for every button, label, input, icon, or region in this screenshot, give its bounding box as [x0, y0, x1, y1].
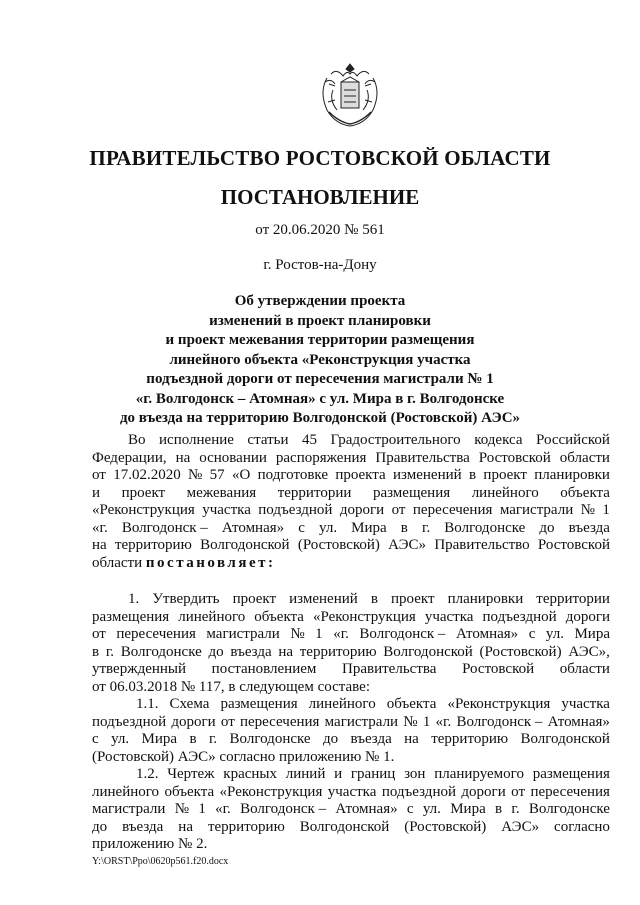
word: утвержденный: [92, 661, 187, 677]
word: (Ростовской): [404, 818, 487, 835]
word: изменений: [393, 467, 462, 483]
word: подготовке: [257, 467, 328, 483]
word: планировки: [447, 591, 524, 607]
word: 57: [209, 467, 225, 483]
title-line: изменений в проект планировки: [209, 312, 431, 329]
word: линейного: [178, 608, 246, 625]
word: линейного: [308, 696, 376, 712]
word: Схема: [169, 696, 210, 712]
word: в: [370, 591, 378, 607]
text-line: [92, 801, 610, 819]
word: Мира: [141, 731, 178, 747]
word: планировки: [534, 467, 610, 483]
word: на: [178, 818, 193, 835]
coat-of-arms-icon: [315, 60, 385, 130]
word: Утвердить: [152, 591, 220, 607]
word: 1.2.: [136, 766, 159, 782]
word: «г.: [435, 713, 452, 730]
word: дороги: [565, 608, 610, 625]
word: в: [400, 519, 408, 536]
word: Правительства: [342, 661, 437, 677]
file-path: Y:\ORST\Ppo\0620p561.f20.docx: [92, 856, 229, 867]
word: Правительство: [434, 537, 530, 553]
word: с: [406, 801, 414, 817]
word: пересечения: [412, 502, 493, 518]
word: Атомная»: [547, 713, 610, 730]
word: с: [298, 519, 305, 536]
word: границ: [350, 766, 396, 782]
word: 1.: [128, 591, 140, 607]
word: г.: [208, 731, 218, 747]
word: (Ростовской): [479, 643, 562, 660]
word: «Реконструкция: [92, 502, 195, 518]
word: исполнение: [159, 432, 234, 448]
word: дороги: [339, 502, 385, 518]
word: от: [92, 467, 106, 483]
word: Волгодонской: [520, 731, 610, 747]
word: Волгодонской: [383, 643, 473, 660]
text-line: [92, 520, 610, 538]
word: Волгодонске: [229, 731, 311, 747]
word: межевания: [186, 484, 257, 501]
text-line: [92, 696, 610, 714]
word: до: [322, 731, 339, 747]
word: пересечения: [116, 626, 196, 642]
word: на: [92, 537, 107, 553]
word: распоряжения: [275, 449, 367, 466]
word: Волгодонск –: [121, 519, 208, 536]
word: Волгодонск –: [456, 713, 543, 730]
item-1-1-last-line: (Ростовской) АЭС» согласно приложению № 1.: [92, 748, 395, 765]
text-line: [92, 819, 610, 837]
word: дороги: [171, 713, 216, 730]
word: в: [92, 643, 100, 660]
text-line: [92, 661, 610, 679]
word: подъездной: [482, 608, 557, 625]
text-line: [92, 467, 610, 485]
word: «Реконструкция: [219, 783, 323, 800]
word: Градостроительного: [330, 432, 461, 448]
word: АЭС»: [501, 818, 540, 835]
word: №: [290, 626, 305, 642]
word: от: [511, 783, 526, 800]
word: области: [559, 449, 610, 466]
word: 1: [422, 713, 431, 730]
word: от: [220, 713, 235, 730]
word: Мира: [450, 801, 486, 817]
resolves-word: постановляет:: [145, 554, 276, 571]
word: пересечения: [239, 713, 320, 730]
word: Волгодонск –: [240, 801, 327, 817]
word: Волгодонске: [528, 801, 610, 817]
word: статьи: [247, 432, 289, 448]
word: «г.: [92, 519, 108, 536]
word: 1: [315, 626, 323, 642]
text-line: [92, 485, 610, 503]
word: объекта: [254, 608, 304, 625]
word: «Реконструкция: [312, 608, 416, 625]
word: ул.: [111, 731, 130, 747]
item-1-last-line: от 06.03.2018 № 117, в следующем составе:: [92, 678, 370, 695]
item-1-paragraph: [92, 591, 610, 696]
text-line: [92, 609, 610, 627]
word: территорию: [207, 818, 285, 835]
word: на: [278, 643, 294, 660]
word: 17.02.2020: [113, 467, 181, 483]
title-line: подъездной дороги от пересечения магистрали № 1: [146, 371, 494, 387]
word: основании: [199, 449, 267, 466]
word: №: [403, 713, 418, 730]
word: в: [469, 467, 477, 483]
title-line: и проект межевания территории размещения: [165, 332, 475, 348]
text-line: [92, 644, 610, 662]
word: въезда: [230, 643, 272, 660]
word: проекта: [335, 467, 386, 483]
word: 1.1.: [136, 696, 159, 712]
word: участка: [424, 608, 474, 625]
word: Атомная»: [455, 626, 519, 642]
word: (Ростовской): [297, 537, 380, 553]
word: с: [92, 731, 99, 747]
word: г.: [511, 801, 520, 817]
item-1-2-last-line: приложению № 2.: [92, 836, 208, 852]
text-line: [92, 450, 610, 468]
word: 1: [602, 502, 610, 518]
text-line: [92, 537, 610, 555]
word: линий: [285, 766, 326, 782]
word: «О: [231, 467, 251, 483]
word: подъездной: [92, 713, 167, 730]
word: ул.: [422, 801, 441, 817]
word: г.: [105, 643, 115, 660]
word: въезда: [568, 519, 610, 536]
word: участка: [561, 696, 610, 712]
word: области: [559, 661, 610, 677]
word: и: [92, 484, 101, 501]
text-line: [92, 432, 610, 450]
date-number: от 20.06.2020 № 561: [255, 222, 385, 238]
word: размещения: [92, 608, 170, 625]
word: объекта: [560, 484, 610, 501]
word: въезда: [122, 818, 164, 835]
preamble-paragraph: [92, 432, 610, 572]
word: Волгодонске: [120, 643, 202, 660]
word: проект: [121, 484, 166, 501]
word: кодекса: [474, 432, 523, 448]
word: магистрали: [499, 502, 574, 518]
word: Чертеж: [167, 766, 215, 782]
word: АЭС»: [388, 537, 427, 553]
word: магистрали: [206, 626, 280, 642]
word: ул.: [319, 519, 338, 536]
document-type: ПОСТАНОВЛЕНИЕ: [220, 185, 420, 209]
word: 45: [302, 432, 318, 448]
word: участка: [202, 502, 251, 518]
word: изменений: [289, 591, 358, 607]
word: «г.: [333, 626, 349, 642]
word: с: [528, 626, 536, 642]
word: №: [580, 502, 595, 518]
title-line: линейного объекта «Реконструкция участка: [169, 351, 471, 368]
word: магистрали: [324, 713, 399, 730]
word: зон: [404, 766, 426, 782]
preamble-last-prefix: области: [92, 554, 143, 571]
word: №: [188, 467, 203, 483]
word: линейного: [92, 783, 160, 800]
text-line: [92, 714, 610, 732]
word: г.: [421, 519, 431, 536]
word: Атомная»: [221, 519, 285, 536]
title-line: «г. Волгодонск – Атомная» с ул. Мира в г. Волгодонске: [135, 390, 505, 407]
word: проект: [232, 591, 277, 607]
word: и: [334, 766, 343, 782]
document-title: [60, 292, 580, 429]
word: магистрали: [92, 801, 166, 817]
word: участка: [327, 783, 377, 800]
word: АЭС»,: [568, 643, 610, 660]
text-line: [92, 731, 610, 749]
word: №: [174, 801, 190, 817]
word: красных: [223, 766, 278, 782]
city: г. Ростов-на-Дону: [263, 257, 377, 273]
word: Волгодонск –: [359, 626, 446, 642]
word: территорию: [114, 537, 192, 553]
title-line: Об утверждении проекта: [234, 293, 406, 309]
word: постановлением: [211, 661, 317, 677]
text-line: [92, 766, 610, 784]
word: размещения: [220, 696, 298, 712]
word: дороги: [461, 783, 506, 800]
word: до: [539, 519, 555, 536]
word: объекта: [164, 783, 215, 800]
word: линейного: [471, 484, 539, 501]
word: проект: [391, 591, 435, 607]
government-name: ПРАВИТЕЛЬСТВО РОСТОВСКОЙ ОБЛАСТИ: [89, 146, 551, 170]
word: размещения: [372, 484, 451, 501]
word: Волгодонской: [200, 537, 290, 553]
word: проект: [483, 467, 527, 483]
text-line: [92, 502, 610, 520]
word: Во: [128, 432, 146, 448]
text-line: [92, 784, 610, 802]
word: на: [175, 449, 191, 466]
word: Ростовской: [478, 449, 551, 466]
word: от: [92, 626, 106, 642]
word: подъездной: [258, 502, 333, 518]
word: «г.: [215, 801, 231, 817]
word: «Реконструкция: [447, 696, 551, 712]
word: объекта: [386, 696, 437, 712]
word: 1: [198, 801, 206, 817]
word: Ростовской: [462, 661, 535, 677]
word: до: [208, 643, 224, 660]
text-line: [92, 626, 610, 644]
item-1-2-paragraph: [92, 766, 610, 854]
word: Волгодонской: [299, 818, 390, 835]
word: размещения: [532, 766, 610, 782]
item-1-1-paragraph: [92, 696, 610, 766]
word: до: [92, 818, 108, 835]
word: ул.: [545, 626, 564, 642]
word: территорию: [299, 643, 377, 660]
word: Волгодонске: [444, 519, 526, 536]
word: въезда: [350, 731, 392, 747]
word: от: [391, 502, 406, 518]
document-body: [92, 432, 610, 854]
word: Мира: [574, 626, 610, 642]
word: Российской: [535, 432, 610, 448]
word: Ростовской: [537, 537, 610, 553]
word: Мира: [351, 519, 387, 536]
word: в: [495, 801, 503, 817]
word: согласно: [554, 818, 610, 835]
title-line: до въезда на территорию Волгодонской (Ростовской) АЭС»: [119, 410, 521, 426]
word: территорию: [431, 731, 509, 747]
word: планируемого: [434, 766, 524, 782]
word: подъездной: [381, 783, 456, 800]
word: Федерации,: [92, 449, 167, 466]
word: пересечения: [530, 783, 610, 800]
word: Атомная»: [335, 801, 398, 817]
text-line: [92, 591, 610, 609]
word: Правительства: [375, 449, 470, 466]
word: на: [404, 731, 419, 747]
word: территории: [536, 591, 610, 607]
word: территории: [277, 484, 352, 501]
word: в: [189, 731, 197, 747]
